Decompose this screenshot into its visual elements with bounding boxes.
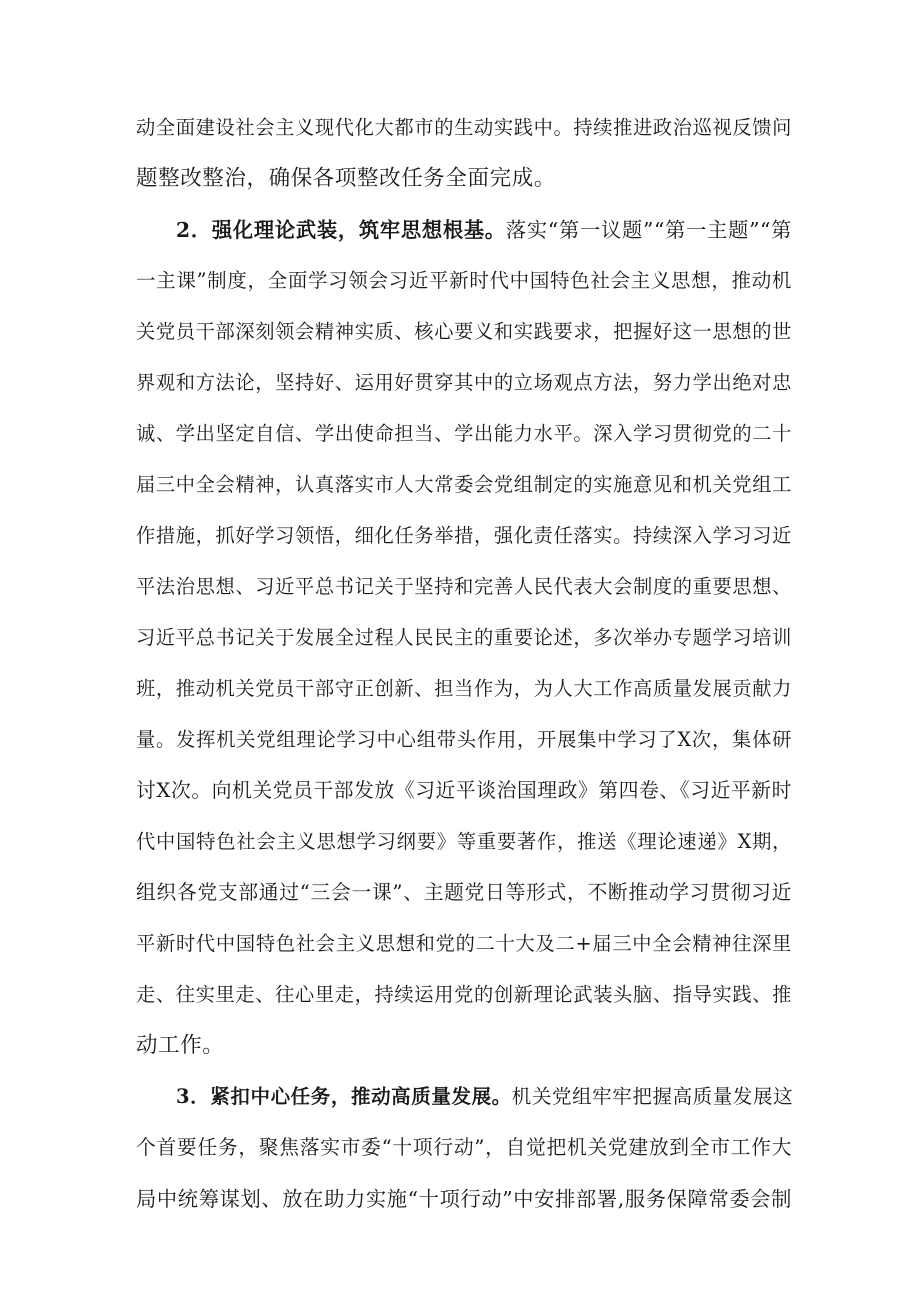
paragraph-2-line-6: 届三中全会精神，认真落实市人大常委会党组制定的实施意见和机关党组工 bbox=[136, 473, 792, 496]
paragraph-3-line-2: 个首要任务，聚焦落实市委“十项行动”，自觉把机关党建放到全市工作大 bbox=[136, 1136, 792, 1159]
paragraph-2-line-14: 组织各党支部通过“三会一课”、主题党日等形式，不断推动学习贯彻习近 bbox=[136, 881, 792, 904]
paragraph-2-line-3: 关党员干部深刻领会精神实质、核心要义和实践要求，把握好这一思想的世 bbox=[136, 320, 792, 343]
paragraph-2-line-17: 动工作。 bbox=[136, 1033, 225, 1058]
paragraph-2-line-12: 讨X次。向机关党员干部发放《习近平谈治国理政》第四卷、《习近平新时 bbox=[136, 779, 792, 802]
paragraph-2-line-15: 平新时代中国特色社会主义思想和党的二十大及二+届三中全会精神往深里 bbox=[136, 932, 792, 955]
paragraph-2-line-5: 诚、学出坚定自信、学出使命担当、学出能力水平。深入学习贯彻党的二十 bbox=[136, 422, 792, 445]
paragraph-2-line-16: 走、往实里走、往心里走，持续运用党的创新理论武装头脑、指导实践、推 bbox=[136, 983, 792, 1006]
paragraph-2-line-1-text: 落实“第一议题”“第一主题”“第 bbox=[505, 218, 792, 242]
paragraph-2-line-10: 班，推动机关党员干部守正创新、担当作为，为人大工作高质量发展贡献力 bbox=[136, 677, 792, 700]
paragraph-1-line-1: 动全面建设社会主义现代化大都市的生动实践中。持续推进政治巡视反馈问 bbox=[136, 116, 792, 139]
paragraph-1-line-2: 题整改整治，确保各项整改任务全面完成。 bbox=[136, 166, 556, 191]
paragraph-2-heading: 2．强化理论武装，筑牢思想根基。 bbox=[176, 218, 506, 242]
paragraph-2-line-8: 平法治思想、习近平总书记关于坚持和完善人民代表大会制度的重要思想、 bbox=[136, 575, 792, 598]
paragraph-2-line-7: 作措施，抓好学习领悟，细化任务举措，强化责任落实。持续深入学习习近 bbox=[136, 524, 792, 547]
paragraph-2-line-2: 一主课”制度，全面学习领会习近平新时代中国特色社会主义思想，推动机 bbox=[136, 269, 792, 292]
paragraph-3-heading: 3．紧扣中心任务，推动高质量发展。 bbox=[176, 1085, 512, 1108]
paragraph-2-line-13: 代中国特色社会主义思想学习纲要》等重要著作，推送《理论速递》X期， bbox=[136, 830, 792, 853]
paragraph-3-line-1-text: 机关党组牢牢把握高质量发展这 bbox=[511, 1085, 794, 1108]
paragraph-3-line-3: 局中统筹谋划、放在助力实施“十项行动”中安排部署,服务保障常委会制 bbox=[136, 1187, 792, 1211]
paragraph-3-line-1 bbox=[176, 1077, 792, 1117]
paragraph-2-line-11: 量。发挥机关党组理论学习中心组带头作用，开展集中学习了X次，集体研 bbox=[136, 728, 792, 751]
paragraph-2-line-9: 习近平总书记关于发展全过程人民民主的重要论述，多次举办专题学习培训 bbox=[136, 626, 792, 649]
paragraph-2-line-1 bbox=[176, 210, 792, 250]
paragraph-2-line-4: 界观和方法论，坚持好、运用好贯穿其中的立场观点方法，努力学出绝对忠 bbox=[136, 371, 792, 394]
